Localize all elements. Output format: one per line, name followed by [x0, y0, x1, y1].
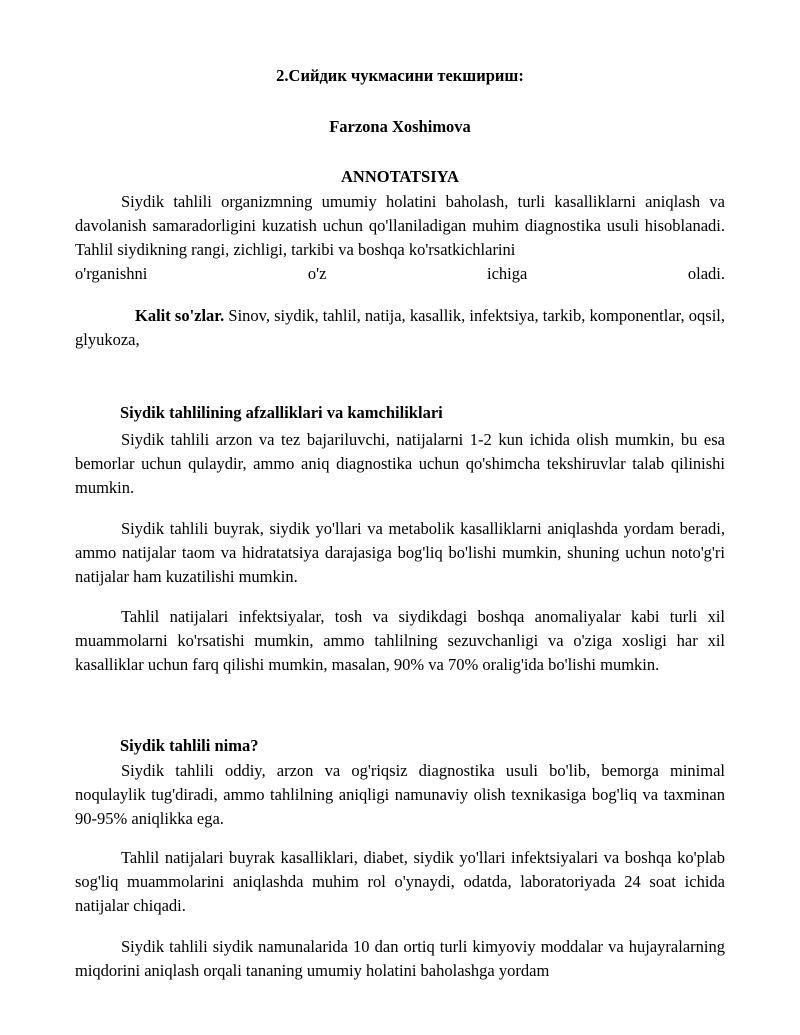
section-heading-advantages: Siydik tahlilining afzalliklari va kamchiliklari — [120, 403, 443, 422]
paragraph: Siydik tahlili siydik namunalarida 10 dan ortiq turli kimyoviy moddalar va hujayralarning miqdorini aniqlash orqali tananing umumiy holatini baholashga yordam — [75, 937, 725, 980]
annotation-word: o'z — [307, 264, 327, 283]
annotation-word: ichiga — [486, 264, 528, 283]
annotation-word: oladi. — [687, 264, 725, 283]
keywords-label: Kalit so'zlar. — [135, 306, 225, 325]
paragraph: Siydik tahlili oddiy, arzon va og'riqsiz diagnostika usuli bo'lib, bemorga minimal noqulaylik tug'diradi, ammo tahlilning aniqligi namunaviy olish texnikasiga bog'liq va taxminan 90-95% aniqlikka ega. — [75, 761, 725, 828]
annotation-text: Siydik tahlili organizmning umumiy holatini baholash, turli kasalliklarni aniqlash va davolanish samaradorligini kuzatish uchun qo'llaniladigan muhim diagnostika usuli hisoblanadi. Tahlil siydikning rangi, zichligi, tarkibi va boshqa ko'rsatkichlarini — [75, 192, 725, 259]
keywords-paragraph — [75, 304, 725, 352]
annotation-word: o'rganishni — [75, 264, 148, 283]
annotation-heading: ANNOTATSIYA — [341, 167, 459, 186]
author-name: Farzona Xoshimova — [329, 117, 471, 136]
annotation-block — [75, 190, 725, 286]
paragraph: Tahlil natijalari buyrak kasalliklari, diabet, siydik yo'llari infektsiyalari va boshqa ko'plab sog'liq muammolarini aniqlashda muhim rol o'ynaydi, odatda, laboratoriyada 24 soat ichida natijalar chiqadi. — [75, 848, 725, 915]
paragraph: Siydik tahlili arzon va tez bajariluvchi, natijalarni 1-2 kun ichida olish mumkin, bu esa bemorlar uchun qulaydir, ammo aniq diagnostika uchun qo'shimcha tekshiruvlar talab qilinishi mumkin. — [75, 430, 725, 497]
section-heading-what-is: Siydik tahlili nima? — [120, 736, 259, 755]
paragraph: Tahlil natijalari infektsiyalar, tosh va siydikdagi boshqa anomaliyalar kabi turli xil muammolarni ko'rsatishi mumkin, ammo tahlilning sezuvchanligi va o'ziga xosligi har xil kasalliklar uchun farq qilishi mumkin, masalan, 90% va 70% oralig'ida bo'lishi mumkin. — [75, 607, 725, 674]
paragraph: Siydik tahlili buyrak, siydik yo'llari va metabolik kasalliklarni aniqlashda yordam beradi, ammo natijalar taom va hidratatsiya darajasiga bog'liq bo'lishi mumkin, shuning uchun noto'g'ri natijalar ham kuzatilishi mumkin. — [75, 519, 725, 586]
annotation-last-line — [75, 262, 725, 286]
keywords-text: Sinov, siydik, tahlil, natija, kasallik, infektsiya, tarkib, komponentlar, oqsil, glyukoza, — [75, 306, 725, 349]
section-title: 2.Сийдик чукмасини текшириш: — [276, 66, 524, 85]
